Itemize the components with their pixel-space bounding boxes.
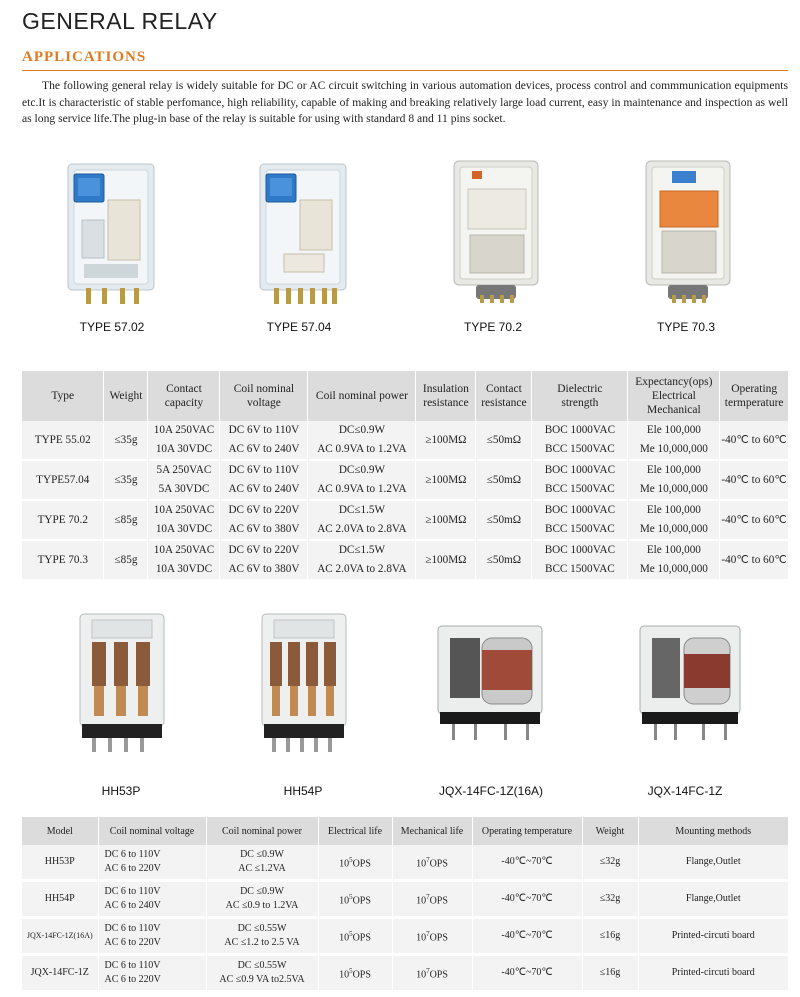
cell-contact-resistance: ≤50mΩ xyxy=(476,460,532,500)
cell-voltage xyxy=(220,460,308,500)
cell-type: TYPE 70.2 xyxy=(22,500,104,540)
cell-weight: ≤16g xyxy=(582,955,638,992)
applications-heading: APPLICATIONS xyxy=(22,49,147,65)
life-exponent: 5 xyxy=(349,929,353,938)
cell-line: AC 2.0VA to 2.8VA xyxy=(317,563,407,575)
cell-dielectric xyxy=(532,500,628,540)
header-weight: Weight xyxy=(104,371,148,421)
header-electrical-life: Electrical life xyxy=(318,817,392,845)
cell-voltage xyxy=(98,918,206,955)
cell-power xyxy=(206,955,318,992)
life-base: 10 xyxy=(416,895,427,907)
cell-weight: ≤32g xyxy=(582,845,638,881)
cell-power xyxy=(206,918,318,955)
applications-text: The following general relay is widely suitable for DC or AC circuit switching in various automation devices, process control and commmunication equipments etc.It is characteristic of stable perfomance, high reliability, capable of making and breaking relatively large load current, easy in maintenance and inspection as well as long service life.The plug-in base of the relay is suitable for using with standard 8 and 11 pins socket. xyxy=(22,79,788,125)
cell-mechanical-life xyxy=(392,845,472,881)
cell-line: Me 10,000,000 xyxy=(639,443,708,455)
cell-capacity xyxy=(148,500,220,540)
cell-voltage xyxy=(98,845,206,881)
cell-line: AC 2.0VA to 2.8VA xyxy=(317,523,407,535)
spec-row xyxy=(22,500,788,540)
life-unit: OPS xyxy=(352,932,371,944)
cell-line: DC≤0.9W xyxy=(338,424,386,436)
heading-divider xyxy=(22,70,788,71)
model-row xyxy=(22,918,788,955)
cell-temperature: -40℃ to 60℃ xyxy=(720,460,788,500)
model-row xyxy=(22,845,788,881)
spec-row xyxy=(22,540,788,580)
cell-voltage xyxy=(98,881,206,918)
cell-contact-resistance: ≤50mΩ xyxy=(476,421,532,460)
cell-expectancy xyxy=(628,540,720,580)
cell-line: DC ≤0.9W xyxy=(240,886,284,897)
page-title: GENERAL RELAY xyxy=(22,8,218,34)
cell-line: DC≤0.9W xyxy=(338,464,386,476)
cell-electrical-life xyxy=(318,955,392,992)
cell-voltage xyxy=(98,955,206,992)
cell-line: 10A 250VAC xyxy=(153,544,215,556)
cell-power xyxy=(308,500,416,540)
life-unit: OPS xyxy=(429,932,448,944)
cell-type: TYPE 70.3 xyxy=(22,540,104,580)
cell-weight: ≤35g xyxy=(104,460,148,500)
cell-line: Ele 100,000 xyxy=(646,424,701,436)
life-unit: OPS xyxy=(352,858,371,870)
cell-line: AC 0.9VA to 1.2VA xyxy=(317,443,407,455)
header-dielectric: Dielectric strength xyxy=(532,371,628,421)
cell-contact-resistance: ≤50mΩ xyxy=(476,540,532,580)
header-contact-capacity: Contact capacity xyxy=(148,371,220,421)
cell-model: JQX-14FC-1Z(16A) xyxy=(22,918,98,955)
header-coil-power: Coil nominal power xyxy=(308,371,416,421)
cell-insulation: ≥100MΩ xyxy=(416,540,476,580)
cell-line: AC ≤1.2 to 2.5 VA xyxy=(224,937,300,948)
life-base: 10 xyxy=(339,858,350,870)
life-unit: OPS xyxy=(352,895,371,907)
life-exponent: 7 xyxy=(426,966,430,975)
cell-line: AC 6V to 240V xyxy=(228,443,300,455)
relay-hh54p-image xyxy=(252,612,356,756)
cell-power xyxy=(308,460,416,500)
cell-line: 10A 30VDC xyxy=(155,563,213,575)
caption-type-70-2: TYPE 70.2 xyxy=(463,320,523,334)
cell-line: BCC 1500VAC xyxy=(545,443,615,455)
cell-line: 10A 30VDC xyxy=(155,523,213,535)
cell-line: DC 6 to 110V xyxy=(104,923,161,934)
cell-line: DC 6V to 110V xyxy=(228,424,300,436)
spec-row xyxy=(22,460,788,500)
cell-mounting: Printed-circuti board xyxy=(638,918,788,955)
caption-jqx-14fc-1z-16a: JQX-14FC-1Z(16A) xyxy=(438,784,544,798)
cell-power xyxy=(206,845,318,881)
cell-voltage xyxy=(220,540,308,580)
cell-line: DC ≤0.9W xyxy=(240,849,284,860)
cell-line: BOC 1000VAC xyxy=(544,464,616,476)
life-unit: OPS xyxy=(429,858,448,870)
relay-57-02-image xyxy=(62,160,162,308)
cell-line: BOC 1000VAC xyxy=(544,504,616,516)
cell-capacity xyxy=(148,460,220,500)
cell-line: BOC 1000VAC xyxy=(544,424,616,436)
header-mounting: Mounting methods xyxy=(638,817,788,845)
cell-line: DC ≤0.55W xyxy=(237,923,287,934)
cell-dielectric xyxy=(532,421,628,460)
cell-power xyxy=(308,421,416,460)
cell-line: Ele 100,000 xyxy=(646,544,701,556)
cell-weight: ≤35g xyxy=(104,421,148,460)
life-exponent: 5 xyxy=(349,892,353,901)
caption-hh53p: HH53P xyxy=(101,784,141,798)
cell-voltage xyxy=(220,500,308,540)
cell-line: AC 6V to 380V xyxy=(228,523,300,535)
cell-mechanical-life xyxy=(392,918,472,955)
cell-electrical-life xyxy=(318,918,392,955)
cell-line: AC ≤1.2VA xyxy=(238,863,286,874)
cell-line: 10A 250VAC xyxy=(153,424,215,436)
relay-70-2-image xyxy=(446,155,546,305)
cell-type: TYPE57.04 xyxy=(22,460,104,500)
cell-insulation: ≥100MΩ xyxy=(416,500,476,540)
cell-electrical-life xyxy=(318,881,392,918)
cell-power xyxy=(308,540,416,580)
cell-temperature: -40℃~70℃ xyxy=(472,881,582,918)
cell-line: AC 6V to 380V xyxy=(228,563,300,575)
header-weight-2: Weight xyxy=(582,817,638,845)
cell-line: Ele 100,000 xyxy=(646,504,701,516)
life-base: 10 xyxy=(339,969,350,981)
cell-temperature: -40℃~70℃ xyxy=(472,918,582,955)
cell-capacity xyxy=(148,421,220,460)
cell-dielectric xyxy=(532,460,628,500)
cell-line: BCC 1500VAC xyxy=(545,483,615,495)
cell-model: HH53P xyxy=(22,845,98,881)
life-exponent: 5 xyxy=(349,855,353,864)
cell-weight: ≤85g xyxy=(104,500,148,540)
cell-line: AC 0.9VA to 1.2VA xyxy=(317,483,407,495)
cell-expectancy xyxy=(628,500,720,540)
life-unit: OPS xyxy=(352,969,371,981)
life-base: 10 xyxy=(416,858,427,870)
cell-line: AC 6V to 240V xyxy=(228,483,300,495)
cell-line: AC 6 to 220V xyxy=(104,937,161,948)
cell-line: Me 10,000,000 xyxy=(639,523,708,535)
cell-line: AC ≤0.9 to 1.2VA xyxy=(225,900,299,911)
cell-model: JQX-14FC-1Z xyxy=(22,955,98,992)
life-exponent: 5 xyxy=(349,966,353,975)
cell-mechanical-life xyxy=(392,955,472,992)
cell-line: Ele 100,000 xyxy=(646,464,701,476)
cell-line: AC ≤0.9 VA to2.5VA xyxy=(219,974,305,985)
cell-type: TYPE 55.02 xyxy=(22,421,104,460)
caption-type-70-3: TYPE 70.3 xyxy=(656,320,716,334)
cell-mounting: Flange,Outlet xyxy=(638,881,788,918)
cell-line: AC 6 to 240V xyxy=(104,900,161,911)
caption-type-57-02: TYPE 57.02 xyxy=(79,320,145,334)
caption-hh54p: HH54P xyxy=(283,784,323,798)
header-coil-power-2: Coil nominal power xyxy=(206,817,318,845)
header-insulation: Insulation resistance xyxy=(416,371,476,421)
cell-line: DC 6V to 110V xyxy=(228,464,300,476)
cell-contact-resistance: ≤50mΩ xyxy=(476,500,532,540)
cell-weight: ≤16g xyxy=(582,918,638,955)
cell-temperature: -40℃ to 60℃ xyxy=(720,421,788,460)
cell-expectancy xyxy=(628,460,720,500)
cell-mounting: Flange,Outlet xyxy=(638,845,788,881)
life-exponent: 7 xyxy=(426,855,430,864)
cell-line: 5A 250VAC xyxy=(156,464,212,476)
cell-line: DC 6V to 220V xyxy=(228,544,300,556)
cell-temperature: -40℃ to 60℃ xyxy=(720,540,788,580)
relay-hh53p-image xyxy=(70,612,174,756)
cell-dielectric xyxy=(532,540,628,580)
life-base: 10 xyxy=(416,932,427,944)
life-base: 10 xyxy=(416,969,427,981)
cell-expectancy xyxy=(628,421,720,460)
model-spec-table xyxy=(22,817,788,993)
life-unit: OPS xyxy=(429,969,448,981)
header-operating-temperature: Operating termperature xyxy=(720,371,788,421)
spec-row xyxy=(22,421,788,460)
cell-mechanical-life xyxy=(392,881,472,918)
cell-mounting: Printed-circuti board xyxy=(638,955,788,992)
life-exponent: 7 xyxy=(426,929,430,938)
header-contact-resistance: Contact resistance xyxy=(476,371,532,421)
header-type: Type xyxy=(22,371,104,421)
cell-line: DC ≤0.55W xyxy=(237,960,287,971)
relay-jqx-14fc-1z-image xyxy=(632,620,748,748)
cell-line: BOC 1000VAC xyxy=(544,544,616,556)
cell-electrical-life xyxy=(318,845,392,881)
cell-line: AC 6 to 220V xyxy=(104,974,161,985)
cell-weight: ≤32g xyxy=(582,881,638,918)
cell-line: 5A 30VDC xyxy=(158,483,210,495)
model-row xyxy=(22,955,788,992)
cell-line: BCC 1500VAC xyxy=(545,563,615,575)
relay-57-04-image xyxy=(254,160,354,308)
header-operating-temperature-2: Operating temperature xyxy=(472,817,582,845)
cell-temperature: -40℃~70℃ xyxy=(472,955,582,992)
cell-line: DC≤1.5W xyxy=(338,544,386,556)
cell-weight: ≤85g xyxy=(104,540,148,580)
life-exponent: 7 xyxy=(426,892,430,901)
relay-70-3-image xyxy=(638,155,738,305)
model-row xyxy=(22,881,788,918)
cell-temperature: -40℃ to 60℃ xyxy=(720,500,788,540)
life-base: 10 xyxy=(339,932,350,944)
cell-line: 10A 250VAC xyxy=(153,504,215,516)
cell-line: Me 10,000,000 xyxy=(639,563,708,575)
cell-voltage xyxy=(220,421,308,460)
cell-line: 10A 30VDC xyxy=(155,443,213,455)
life-unit: OPS xyxy=(429,895,448,907)
caption-type-57-04: TYPE 57.04 xyxy=(266,320,332,334)
header-model: Model xyxy=(22,817,98,845)
relay-spec-table xyxy=(22,371,788,581)
relay-jqx-14fc-1z-16a-image xyxy=(430,620,550,748)
header-mechanical-life: Mechanical life xyxy=(392,817,472,845)
cell-insulation: ≥100MΩ xyxy=(416,421,476,460)
header-coil-voltage: Coil nominal voltage xyxy=(220,371,308,421)
cell-line: Me 10,000,000 xyxy=(639,483,708,495)
cell-line: DC≤1.5W xyxy=(338,504,386,516)
caption-jqx-14fc-1z: JQX-14FC-1Z xyxy=(647,784,723,798)
header-coil-voltage-2: Coil nominal voltage xyxy=(98,817,206,845)
cell-temperature: -40℃~70℃ xyxy=(472,845,582,881)
cell-line: BCC 1500VAC xyxy=(545,523,615,535)
cell-line: DC 6V to 220V xyxy=(228,504,300,516)
cell-line: DC 6 to 110V xyxy=(104,886,161,897)
cell-line: DC 6 to 110V xyxy=(104,849,161,860)
header-expectancy: Expectancy(ops) Electrical Mechanical xyxy=(628,371,720,421)
cell-capacity xyxy=(148,540,220,580)
cell-line: DC 6 to 110V xyxy=(104,960,161,971)
cell-power xyxy=(206,881,318,918)
cell-line: AC 6 to 220V xyxy=(104,863,161,874)
cell-insulation: ≥100MΩ xyxy=(416,460,476,500)
cell-model: HH54P xyxy=(22,881,98,918)
life-base: 10 xyxy=(339,895,350,907)
